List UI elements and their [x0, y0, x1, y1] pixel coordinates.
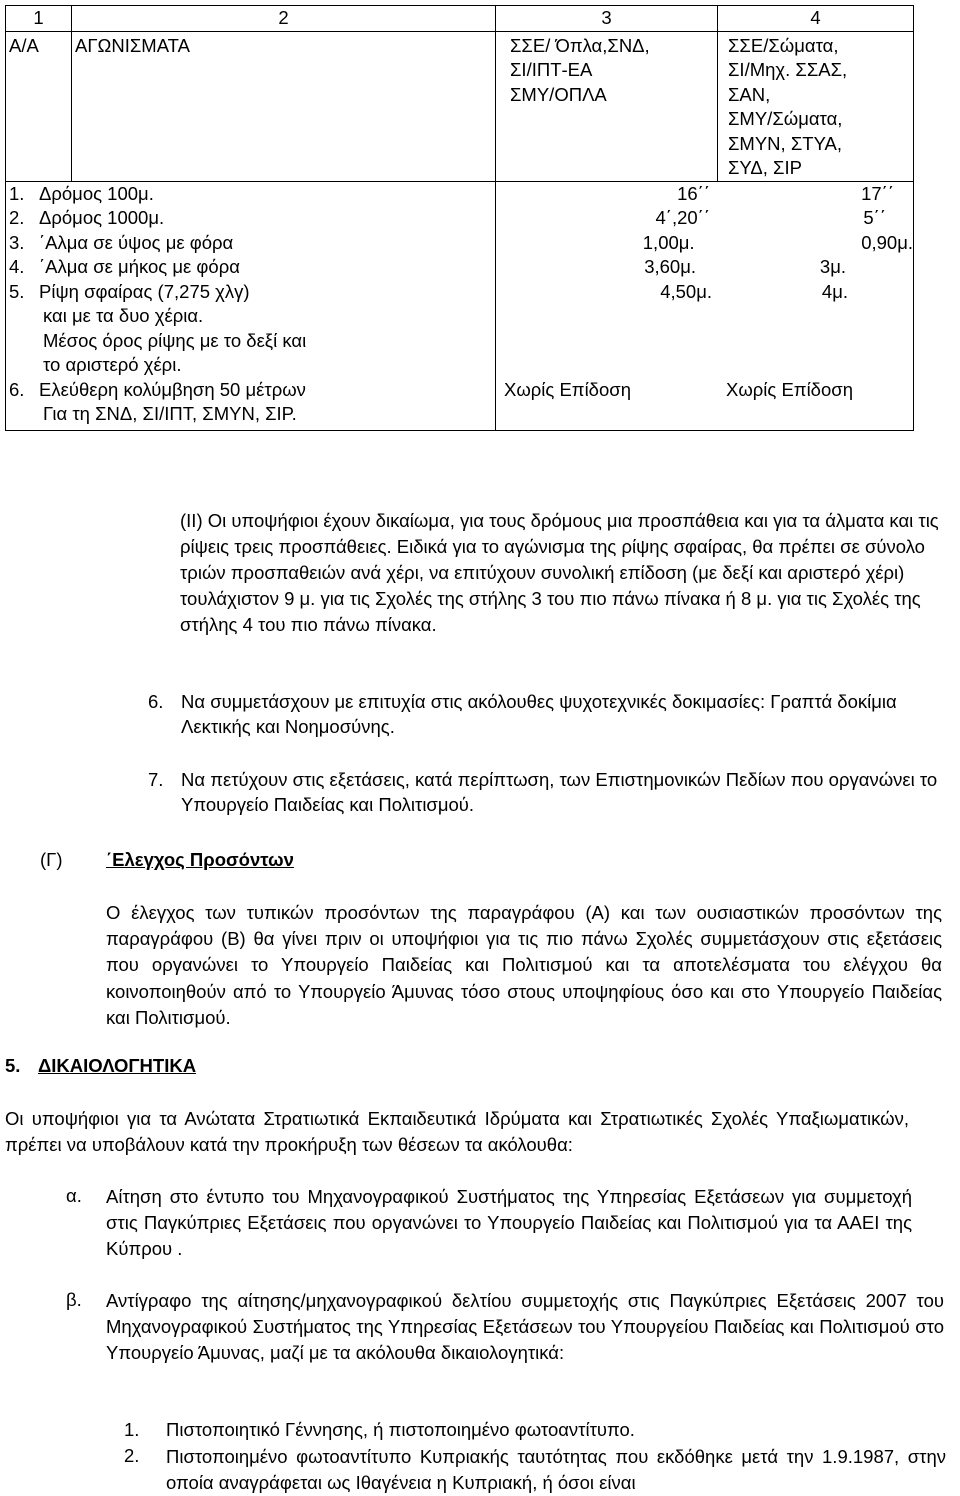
item-6-text: Να συμμετάσχουν με επιτυχία στις ακόλουθες ψυχοτεχνικές δοκιμασίες: Γραπτά δοκίμια Λεκτικής και Νοημοσύνης.: [181, 691, 897, 737]
header-col4-line: ΣΥΔ, ΣΙΡ: [728, 157, 802, 178]
item-6: [148, 690, 918, 739]
header-col4-line: ΣΜΥΝ, ΣΤΥΑ,: [728, 132, 843, 154]
table-header-numbers-row: [6, 6, 914, 32]
event-name: Ρίψη σφαίρας (7,275 χλγ): [39, 280, 250, 302]
value-line: [496, 206, 913, 231]
value-line: [496, 182, 913, 207]
value-col4: Χωρίς Επίδοση: [726, 378, 853, 400]
doc-item-a: [66, 1184, 912, 1262]
event-name: ΄Αλμα σε μήκος με φόρα: [39, 256, 240, 277]
header-col4-line: ΣΑΝ,: [728, 83, 771, 105]
header-col4-line: ΣΙ/Μηχ. ΣΣΑΣ,: [728, 59, 848, 80]
header-aa: Α/Α: [6, 31, 72, 181]
header-col3-line: ΣΙ/ΙΠΤ-ΕΑ: [510, 59, 593, 80]
header-col4-line: ΣΜΥ/Σώματα,: [728, 108, 843, 129]
section-g-label: (Γ): [40, 849, 63, 870]
value-line: [496, 280, 913, 305]
header-col3-line: ΣΣΕ/ Όπλα,ΣΝΔ,: [510, 34, 650, 56]
value-line: [496, 231, 913, 256]
header-events: ΑΓΩΝΙΣΜΑΤΑ: [72, 31, 496, 181]
value-col4: 4μ.: [821, 280, 848, 302]
events-cell: [6, 181, 496, 430]
value-col4: 0,90μ.: [861, 231, 913, 253]
value-col4: 3μ.: [819, 256, 846, 277]
doc-subitem-1: [124, 1418, 946, 1443]
values-cell: [496, 181, 914, 430]
event-number: 5.: [9, 280, 25, 302]
doc-subitem-1-text: Πιστοποιητικό Γέννησης, ή πιστοποιημένο φωτοαντίτυπο.: [166, 1419, 635, 1440]
event-number: 3.: [9, 231, 25, 253]
doc-item-a-text: Αίτηση στο έντυπο του Μηχανογραφικού Συστήματος της Υπηρεσίας Εξετάσεων για συμμετοχή στις Παγκύπριες Εξετάσεις που οργανώνει το Υπουργείο Παιδείας και Πολιτισμού για τα ΑΑΕΙ της Κύπρου .: [106, 1186, 912, 1259]
header-col4: [718, 31, 914, 181]
event-line: [9, 182, 492, 207]
value-col3: 4,50μ.: [660, 280, 712, 302]
value-line: [496, 255, 913, 280]
item-7: [148, 768, 938, 817]
event-row-merged: [6, 181, 914, 430]
section-5-number: 5.: [5, 1055, 21, 1076]
column-number: 2: [72, 6, 496, 32]
event-continuation: και με τα δυο χέρια.: [43, 305, 204, 326]
event-line: [9, 206, 492, 231]
section-5-intro: Οι υποψήφιοι για τα Ανώτατα Στρατιωτικά Εκπαιδευτικά Ιδρύματα και Στρατιωτικές Σχολές Υπαξιωματικών, πρέπει να υποβάλουν κατά την προκήρυξη των θέσεων τα ακόλουθα:: [5, 1108, 909, 1155]
event-continuation: Για τη ΣΝΔ, ΣΙ/ΙΠΤ, ΣΜΥΝ, ΣΙΡ.: [43, 403, 297, 424]
event-line: [9, 255, 492, 280]
header-col3: [496, 31, 718, 181]
requirements-table: [5, 5, 914, 431]
header-col4-line: ΣΣΕ/Σώματα,: [728, 34, 839, 56]
item-7-number: 7.: [148, 769, 164, 790]
value-col3: 16΄΄: [677, 182, 710, 204]
event-name: Δρόμος 100μ.: [39, 182, 154, 204]
doc-item-b: [66, 1288, 944, 1366]
doc-subitem-2-label: 2.: [124, 1445, 140, 1466]
event-name: ΄Αλμα σε ύψος με φόρα: [39, 231, 234, 253]
event-continuation: το αριστερό χέρι.: [43, 354, 182, 375]
header-col3-line: ΣΜΥ/ΟΠΛΑ: [510, 83, 607, 105]
event-number: 4.: [9, 256, 25, 277]
event-number: 6.: [9, 378, 25, 400]
column-number: 1: [6, 6, 72, 32]
doc-item-b-text: Αντίγραφο της αίτησης/μηχανογραφικού δελτίου συμμετοχής στις Παγκύπριες Εξετάσεις 2007 του Μηχανογραφικού Συστήματος της Υπηρεσίας Εξετάσεων του Υπουργείου Παιδείας και Πολιτισμού στο Υπουργείο Άμυνας, μαζί με τα ακόλουθα δικαιολογητικά:: [106, 1290, 944, 1363]
doc-subitem-2-text: Πιστοποιημένο φωτοαντίτυπο Κυπριακής ταυτότητας που εκδόθηκε μετά την 1.9.1987, στην οποία αναγράφεται ως Ιθαγένεια η Κυπριακή, ή όσοι είναι: [166, 1446, 946, 1493]
note-ii: [180, 508, 942, 638]
section-5-title: ΔΙΚΑΙΟΛΟΓΗΤΙΚΑ: [38, 1055, 197, 1076]
value-col4: 5΄΄: [863, 207, 886, 228]
doc-item-b-label: β.: [66, 1289, 82, 1310]
event-number: 2.: [9, 207, 25, 228]
section-g-title: ΄Ελεγχος Προσόντων: [106, 849, 294, 870]
event-number: 1.: [9, 182, 25, 204]
item-6-number: 6.: [148, 691, 164, 712]
doc-subitem-2: [124, 1444, 946, 1496]
doc-subitem-1-label: 1.: [124, 1419, 140, 1440]
event-name: Δρόμος 1000μ.: [39, 207, 165, 228]
table-header-row: [6, 31, 914, 181]
value-col4: 17΄΄: [861, 182, 894, 204]
section-g-text: Ο έλεγχος των τυπικών προσόντων της παραγράφου (Α) και των ουσιαστικών προσόντων της παραγράφου (Β) θα γίνει πριν οι υποψήφιοι για τις πιο πάνω Σχολές συμμετάσχουν στις εξετάσεις που οργανώνει το Υπουργείο Παιδείας και Πολιτισμού και τα αποτελέσματα του ελέγχου θα κοινοποιηθούν από το Υπουργείο Άμυνας τόσο στους υποψηφίους όσο και στο Υπουργείο Παιδείας και Πολιτισμού.: [106, 902, 942, 1028]
column-number: 3: [496, 6, 718, 32]
doc-item-a-label: α.: [66, 1185, 82, 1206]
value-col3: Χωρίς Επίδοση: [504, 378, 631, 400]
value-col3: 3,60μ.: [644, 256, 696, 277]
value-col3: 4΄,20΄΄: [655, 207, 710, 228]
note-ii-text: (ΙΙ) Οι υποψήφιοι έχουν δικαίωμα, για τους δρόμους μια προσπάθεια και για τα άλματα και τις ρίψεις τρεις προσπάθειες. Ειδικά για το αγώνισμα της ρίψης σφαίρας, θα πρέπει σε σύνολο τριών προσπαθειών ανά χέρι, να επιτύχουν συνολική επίδοση (με δεξί και αριστερό χέρι) τουλάχιστον 9 μ. για τις Σχολές της στήλης 3 του πιο πάνω πίνακα ή 8 μ. για τις Σχολές της στήλης 4 του πιο πάνω πίνακα.: [180, 510, 939, 635]
value-line: [496, 378, 913, 403]
value-col3: 1,00μ.: [642, 231, 695, 253]
event-continuation: Μέσος όρος ρίψης με το δεξί και: [43, 329, 307, 351]
column-number: 4: [718, 6, 914, 32]
event-line: [9, 378, 492, 403]
event-line: [9, 280, 492, 305]
item-7-text: Να πετύχουν στις εξετάσεις, κατά περίπτωση, των Επιστημονικών Πεδίων που οργανώνει το Υπουργείο Παιδείας και Πολιτισμού.: [181, 769, 938, 815]
event-name: Ελεύθερη κολύμβηση 50 μέτρων: [39, 378, 306, 400]
event-line: [9, 231, 492, 256]
